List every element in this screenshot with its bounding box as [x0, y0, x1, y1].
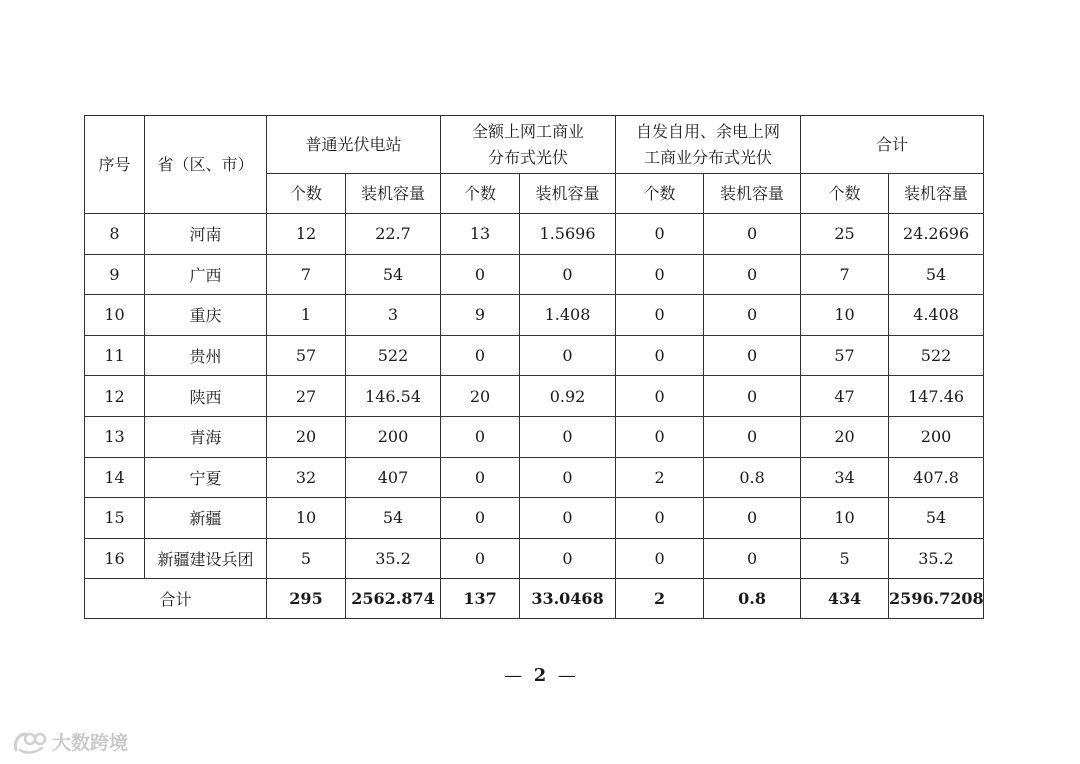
table-cell: 0 [616, 254, 704, 295]
table-cell: 407 [346, 457, 441, 498]
total-cell: 137 [441, 579, 520, 619]
table-cell: 5 [267, 538, 346, 579]
table-cell: 12 [267, 214, 346, 255]
table-cell: 0 [520, 498, 616, 539]
table-row [85, 254, 984, 295]
table-cell: 20 [801, 416, 889, 457]
table-cell: 3 [346, 295, 441, 336]
table-cell: 0 [616, 498, 704, 539]
header-province: 省（区、市） [145, 116, 267, 214]
table-cell: 147.46 [889, 376, 984, 417]
table-cell: 57 [267, 335, 346, 376]
row-province: 新疆建设兵团 [145, 538, 267, 579]
header-sub-capacity: 装机容量 [520, 174, 616, 214]
table-cell: 47 [801, 376, 889, 417]
table-cell: 57 [801, 335, 889, 376]
table-cell: 54 [346, 498, 441, 539]
header-sub-capacity: 装机容量 [346, 174, 441, 214]
total-cell: 434 [801, 579, 889, 619]
table-cell: 7 [267, 254, 346, 295]
total-cell: 2596.7208 [889, 579, 984, 619]
table-row [85, 538, 984, 579]
row-seq: 13 [85, 416, 145, 457]
row-seq: 16 [85, 538, 145, 579]
table-cell: 0 [441, 335, 520, 376]
total-cell: 295 [267, 579, 346, 619]
table-cell: 522 [889, 335, 984, 376]
header-group-total: 合计 [801, 116, 984, 174]
row-seq: 11 [85, 335, 145, 376]
table-cell: 0 [441, 416, 520, 457]
total-cell: 33.0468 [520, 579, 616, 619]
table-cell: 1.5696 [520, 214, 616, 255]
table-cell: 0 [616, 538, 704, 579]
row-province: 贵州 [145, 335, 267, 376]
table-cell: 0 [520, 416, 616, 457]
table-row [85, 376, 984, 417]
page-number: — 2 — [504, 665, 576, 686]
row-province: 宁夏 [145, 457, 267, 498]
table-cell: 7 [801, 254, 889, 295]
row-seq: 12 [85, 376, 145, 417]
total-cell: 0.8 [704, 579, 801, 619]
table-cell: 10 [801, 295, 889, 336]
table-cell: 0 [704, 416, 801, 457]
table-cell: 13 [441, 214, 520, 255]
header-group-utility: 普通光伏电站 [267, 116, 441, 174]
header-row-top [85, 116, 984, 174]
table-cell: 0 [441, 498, 520, 539]
table-cell: 2 [616, 457, 704, 498]
table-cell: 5 [801, 538, 889, 579]
table-body [85, 214, 984, 579]
table-cell: 146.54 [346, 376, 441, 417]
header-sub-count: 个数 [616, 174, 704, 214]
table-cell: 20 [267, 416, 346, 457]
table-cell: 10 [267, 498, 346, 539]
table-cell: 0 [616, 295, 704, 336]
table-cell: 54 [346, 254, 441, 295]
table-cell: 0 [704, 335, 801, 376]
table-cell: 35.2 [346, 538, 441, 579]
table-cell: 35.2 [889, 538, 984, 579]
table-row [85, 416, 984, 457]
table-cell: 200 [889, 416, 984, 457]
table-cell: 0 [704, 254, 801, 295]
header-group-self-use: 自发自用、余电上网 工商业分布式光伏 [616, 116, 801, 174]
total-label: 合计 [85, 579, 267, 619]
table-row [85, 295, 984, 336]
table-cell: 0 [441, 254, 520, 295]
watermark [12, 728, 128, 755]
row-province: 河南 [145, 214, 267, 255]
table-cell: 34 [801, 457, 889, 498]
table-cell: 0 [616, 214, 704, 255]
header-sub-capacity: 装机容量 [889, 174, 984, 214]
table-cell: 9 [441, 295, 520, 336]
table-cell: 20 [441, 376, 520, 417]
table-row [85, 498, 984, 539]
row-province: 青海 [145, 416, 267, 457]
row-seq: 9 [85, 254, 145, 295]
table-cell: 0 [616, 416, 704, 457]
row-seq: 14 [85, 457, 145, 498]
table-cell: 54 [889, 254, 984, 295]
table-cell: 1.408 [520, 295, 616, 336]
row-province: 新疆 [145, 498, 267, 539]
table-cell: 27 [267, 376, 346, 417]
table-cell: 0 [704, 295, 801, 336]
row-seq: 10 [85, 295, 145, 336]
table-cell: 0 [520, 457, 616, 498]
total-row [85, 579, 984, 619]
table-cell: 0 [520, 538, 616, 579]
total-cell: 2 [616, 579, 704, 619]
table-cell: 522 [346, 335, 441, 376]
table-cell: 0 [520, 335, 616, 376]
table-cell: 0 [616, 335, 704, 376]
table-row [85, 335, 984, 376]
table-cell: 22.7 [346, 214, 441, 255]
header-sub-count: 个数 [801, 174, 889, 214]
table-cell: 1 [267, 295, 346, 336]
table-cell: 0 [616, 376, 704, 417]
header-sub-count: 个数 [441, 174, 520, 214]
header-seq: 序号 [85, 116, 145, 214]
table-cell: 0 [704, 376, 801, 417]
table-cell: 0 [704, 538, 801, 579]
table-cell: 0 [441, 538, 520, 579]
header-group-full-grid: 全额上网工商业 分布式光伏 [441, 116, 616, 174]
header-sub-count: 个数 [267, 174, 346, 214]
pv-capacity-table [84, 115, 984, 619]
table-cell: 0 [441, 457, 520, 498]
table-cell: 0 [520, 254, 616, 295]
total-cell: 2562.874 [346, 579, 441, 619]
row-province: 广西 [145, 254, 267, 295]
row-province: 重庆 [145, 295, 267, 336]
table-cell: 10 [801, 498, 889, 539]
table-cell: 407.8 [889, 457, 984, 498]
table-cell: 0.8 [704, 457, 801, 498]
table-cell: 200 [346, 416, 441, 457]
table-cell: 25 [801, 214, 889, 255]
table-cell: 4.408 [889, 295, 984, 336]
table-cell: 0 [704, 214, 801, 255]
table-cell: 0 [704, 498, 801, 539]
table-cell: 54 [889, 498, 984, 539]
row-province: 陕西 [145, 376, 267, 417]
table-cell: 0.92 [520, 376, 616, 417]
table-cell: 32 [267, 457, 346, 498]
table-row [85, 457, 984, 498]
table-row [85, 214, 984, 255]
watermark-text: 大数跨境 [52, 732, 129, 754]
header-sub-capacity: 装机容量 [704, 174, 801, 214]
table-cell: 24.2696 [889, 214, 984, 255]
row-seq: 8 [85, 214, 145, 255]
watermark-logo-icon [12, 730, 48, 754]
row-seq: 15 [85, 498, 145, 539]
